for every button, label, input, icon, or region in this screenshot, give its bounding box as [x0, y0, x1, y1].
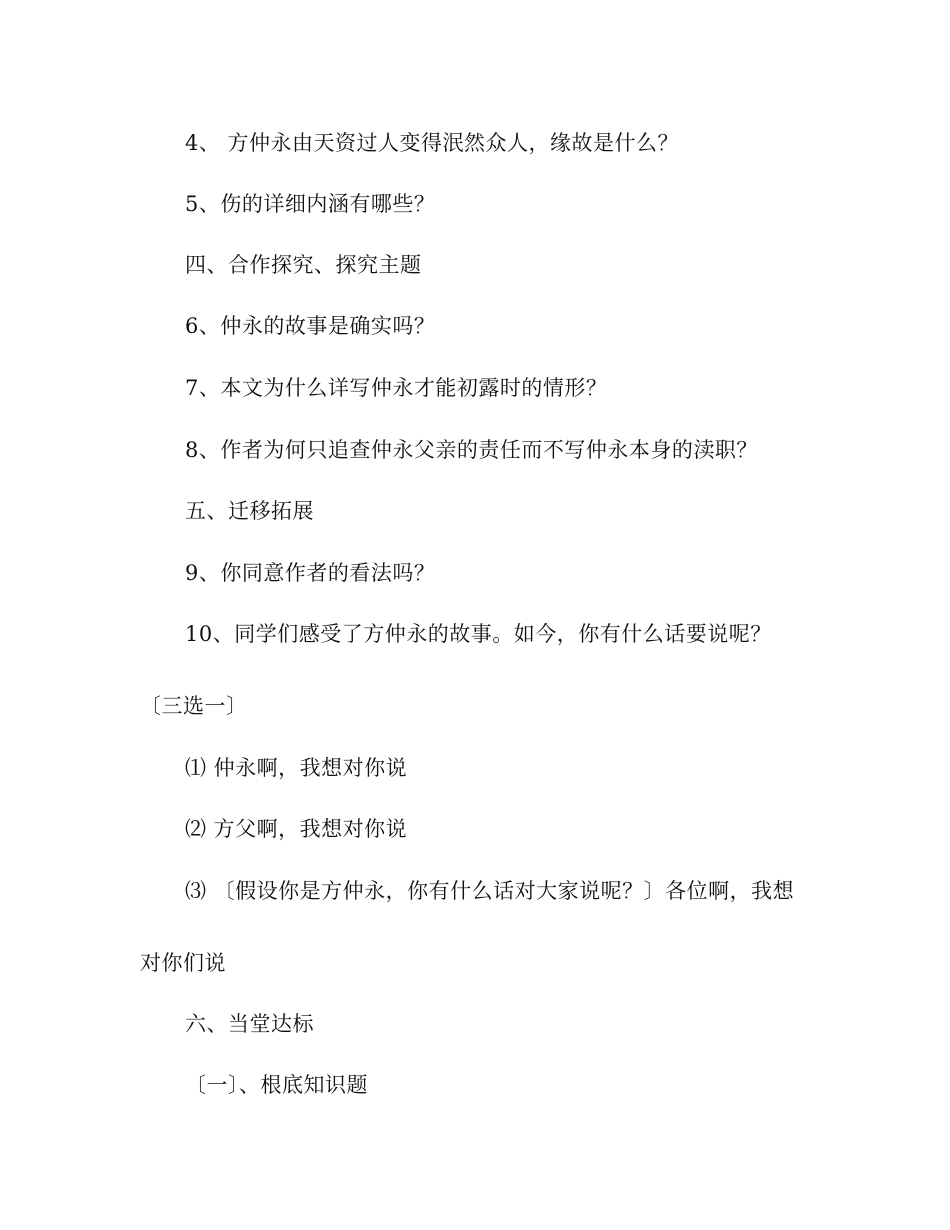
- subsection-heading-1: 〔一〕、根底知识题: [185, 1073, 368, 1097]
- section-heading-5: 五、迁移拓展: [185, 499, 314, 523]
- question-10: 10、同学们感受了方仲永的故事。如今，你有什么话要说呢？: [185, 622, 772, 646]
- question-6: 6、仲永的故事是确实吗？: [185, 314, 436, 338]
- question-9: 9、你同意作者的看法吗？: [185, 561, 436, 585]
- question-5: 5、伤的详细内涵有哪些？: [185, 192, 436, 216]
- question-8: 8、作者为何只追查仲永父亲的责任而不写仲永本身的渎职？: [185, 438, 758, 462]
- choice-instruction: 〔三选一〕: [140, 694, 248, 718]
- question-7: 7、本文为什么详写仲永才能初露时的情形？: [185, 376, 608, 400]
- option-2: ⑵ 方父啊，我想对你说: [185, 817, 408, 841]
- option-3: ⑶ 〔假设你是方仲永，你有什么话对大家说呢？〕各位啊，我想: [185, 879, 795, 903]
- section-heading-6: 六、当堂达标: [185, 1012, 314, 1036]
- question-4: 4、 方仲永由天资过人变得泯然众人，缘故是什么？: [185, 131, 680, 155]
- section-heading-4: 四、合作探究、探究主题: [185, 253, 422, 277]
- option-1: ⑴ 仲永啊，我想对你说: [185, 756, 408, 780]
- option-3-continued: 对你们说: [140, 951, 226, 975]
